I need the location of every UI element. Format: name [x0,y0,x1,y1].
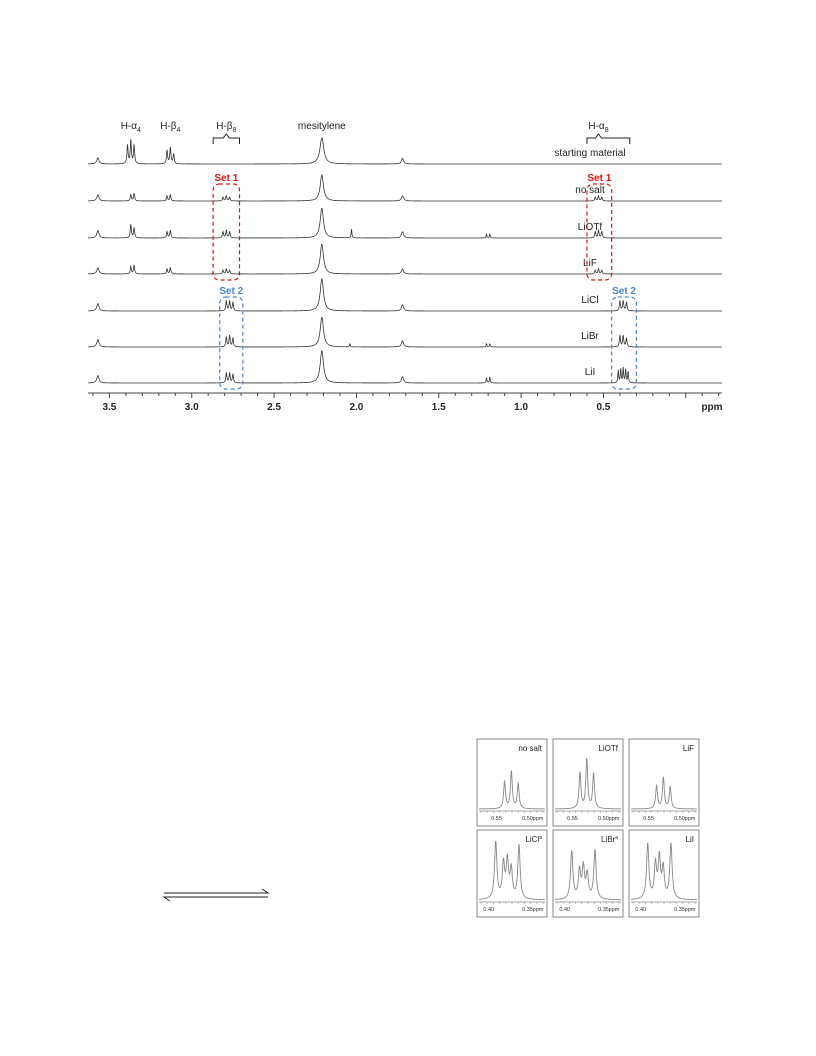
peak-annotation-subscript: 8 [604,127,609,134]
inset-x-tick-label: 0.40 [483,907,495,913]
inset-x-axis-label: ppm [608,907,620,913]
trace-label: LiOTf [577,222,603,233]
x-tick-label: 2.5 [267,402,282,413]
inset-x-axis-label: ppm [532,907,544,913]
inset-x-tick-label: 0.35 [674,907,685,913]
inset-panel-title: LiF [682,744,694,753]
inset-x-tick-label: 0.40 [635,907,647,913]
inset-x-axis-label: ppm [684,907,696,913]
trace-label: LiCl [581,295,599,306]
set-label: Set 1 [214,173,239,184]
peak-annotation-label: $H-\alpha_4$ [120,121,141,134]
inset-panel-title: LiBr$^a$ [600,835,618,844]
inset-x-axis-label: ppm [684,816,696,822]
set-label: Set 2 [219,286,244,297]
inset-x-tick-label: 0.35 [598,907,609,913]
inset-panel-title-superscript: a [539,835,542,841]
trace-label: LiI [584,367,596,378]
peak-annotation-subscript: 8 [232,127,237,134]
inset-panel-title-superscript: a [615,835,618,841]
inset-panel-title: LiCl$^a$ [525,835,542,844]
inset-x-tick-label: 0.50 [522,816,533,822]
peak-annotation-label: $H-\beta_4$ [160,121,181,134]
inset-x-tick-label: 0.40 [559,907,571,913]
x-tick-label: 2.0 [349,402,364,413]
trace-label: LiBr [581,331,599,342]
inset-panel-title: LiI [685,835,694,844]
peak-annotation-label: $H-\beta_8$ [216,121,237,134]
x-tick-label: 1.0 [514,402,529,413]
inset-x-tick-label: 0.50 [674,816,685,822]
equilibrium-arrow-bottom [164,897,268,901]
x-tick-label: 3.0 [184,402,199,413]
peak-annotation-label: $H-\alpha_8$ [588,121,609,134]
trace-label: LiF [583,258,597,269]
peak-annotation-subscript: 4 [176,127,181,134]
trace-label: starting material [554,148,626,159]
inset-panel-title: no salt [518,744,542,753]
peak-annotation-subscript: 4 [137,127,141,134]
x-axis-label: ppm [701,402,723,413]
equilibrium-arrow-top [164,889,268,893]
set-label: Set 2 [612,286,636,297]
inset-x-tick-label: 0.55 [567,816,578,822]
x-tick-label: 0.5 [596,402,611,413]
inset-x-tick-label: 0.55 [491,816,502,822]
inset-x-axis-label: ppm [608,816,620,822]
inset-x-tick-label: 0.35 [522,907,533,913]
trace-label: no salt [575,185,605,196]
peak-annotation-label: mesitylene [297,121,346,132]
set-label: Set 1 [587,173,612,184]
inset-x-tick-label: 0.55 [643,816,654,822]
x-tick-label: 1.5 [431,402,446,413]
x-tick-label: 3.5 [102,402,117,413]
inset-x-axis-label: ppm [532,816,544,822]
inset-x-tick-label: 0.50 [598,816,609,822]
inset-panel-title: LiOTf [598,744,618,753]
